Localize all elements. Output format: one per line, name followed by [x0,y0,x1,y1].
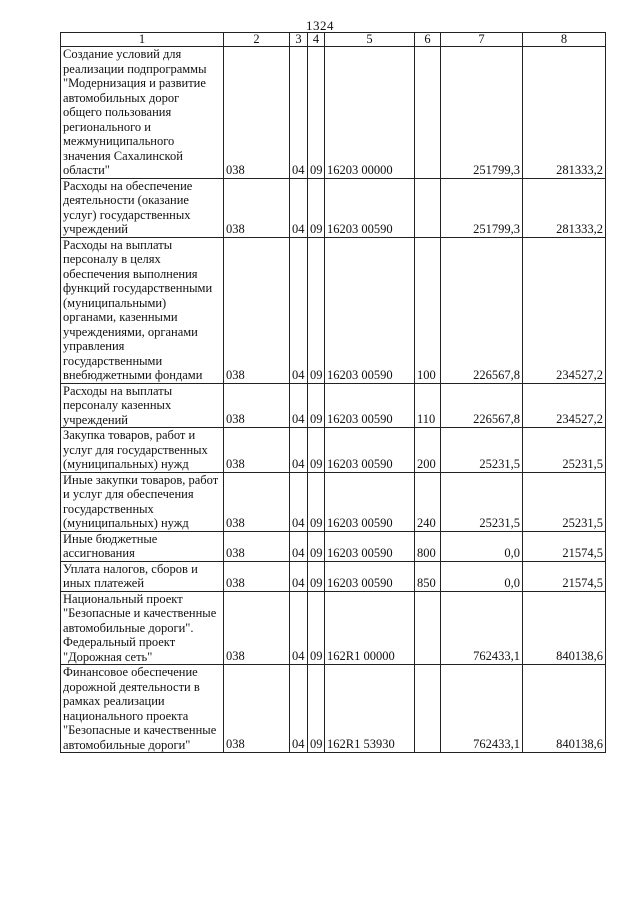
row-value-2: 840138,6 [523,591,606,665]
row-value-1: 762433,1 [441,665,523,753]
table-row [61,428,606,473]
row-vr: 200 [415,428,441,473]
table-row [61,531,606,561]
table-row [61,561,606,591]
row-value-1: 251799,3 [441,47,523,179]
header-row [61,33,606,47]
row-value-1: 226567,8 [441,383,523,428]
row-csr: 16203 00590 [325,383,415,428]
row-vr [415,665,441,753]
row-pr: 09 [308,178,325,237]
row-value-1: 25231,5 [441,428,523,473]
header-col-6: 6 [415,33,441,47]
row-value-1: 251799,3 [441,178,523,237]
row-csr: 162R1 00000 [325,591,415,665]
table-row [61,178,606,237]
header-col-1: 1 [61,33,224,47]
row-value-1: 226567,8 [441,237,523,383]
row-csr: 162R1 53930 [325,665,415,753]
row-name: Уплата налогов, сборов и иных платежей [61,561,224,591]
row-grbs: 038 [224,591,290,665]
header-col-4: 4 [308,33,325,47]
row-pr: 09 [308,237,325,383]
row-grbs: 038 [224,178,290,237]
row-rz: 04 [290,47,308,179]
row-vr: 800 [415,531,441,561]
row-name: Финансовое обеспечение дорожной деятельности в рамках реализации национального проекта "Безопасные и качественные автомобильные дороги" [61,665,224,753]
row-rz: 04 [290,531,308,561]
row-csr: 16203 00590 [325,531,415,561]
header-col-7: 7 [441,33,523,47]
table-row [61,665,606,753]
row-value-2: 281333,2 [523,47,606,179]
row-grbs: 038 [224,531,290,561]
row-pr: 09 [308,665,325,753]
table-row [61,383,606,428]
row-name: Иные бюджетные ассигнования [61,531,224,561]
row-vr: 850 [415,561,441,591]
row-pr: 09 [308,47,325,179]
table-row [61,591,606,665]
row-value-1: 0,0 [441,561,523,591]
row-vr [415,591,441,665]
row-grbs: 038 [224,665,290,753]
row-rz: 04 [290,428,308,473]
row-csr: 16203 00000 [325,47,415,179]
row-grbs: 038 [224,47,290,179]
row-vr: 110 [415,383,441,428]
row-value-2: 281333,2 [523,178,606,237]
row-value-2: 21574,5 [523,531,606,561]
row-name: Национальный проект "Безопасные и качественные автомобильные дороги". Федеральный проект "Дорожная сеть" [61,591,224,665]
row-grbs: 038 [224,383,290,428]
row-pr: 09 [308,591,325,665]
row-value-1: 25231,5 [441,472,523,531]
row-value-2: 840138,6 [523,665,606,753]
row-pr: 09 [308,428,325,473]
header-col-8: 8 [523,33,606,47]
row-rz: 04 [290,237,308,383]
row-value-1: 0,0 [441,531,523,561]
row-csr: 16203 00590 [325,237,415,383]
header-col-3: 3 [290,33,308,47]
row-pr: 09 [308,472,325,531]
row-rz: 04 [290,383,308,428]
row-name: Закупка товаров, работ и услуг для государственных (муниципальных) нужд [61,428,224,473]
row-pr: 09 [308,383,325,428]
row-name: Расходы на обеспечение деятельности (оказание услуг) государственных учреждений [61,178,224,237]
page-number: 1324 [306,18,334,33]
row-rz: 04 [290,561,308,591]
header-col-2: 2 [224,33,290,47]
row-value-2: 25231,5 [523,428,606,473]
row-vr [415,178,441,237]
row-grbs: 038 [224,428,290,473]
row-value-2: 25231,5 [523,472,606,531]
row-vr: 240 [415,472,441,531]
row-pr: 09 [308,561,325,591]
row-csr: 16203 00590 [325,178,415,237]
row-name: Иные закупки товаров, работ и услуг для обеспечения государственных (муниципальных) нужд [61,472,224,531]
row-name: Расходы на выплаты персоналу в целях обеспечения выполнения функций государственными (муниципальными) органами, казенными учреждениями, органами управления государственными внебюджетными фондами [61,237,224,383]
row-pr: 09 [308,531,325,561]
row-value-1: 762433,1 [441,591,523,665]
row-rz: 04 [290,591,308,665]
row-csr: 16203 00590 [325,472,415,531]
table-row [61,47,606,179]
row-value-2: 234527,2 [523,383,606,428]
row-value-2: 234527,2 [523,237,606,383]
row-vr: 100 [415,237,441,383]
row-rz: 04 [290,178,308,237]
header-col-5: 5 [325,33,415,47]
row-rz: 04 [290,665,308,753]
row-vr [415,47,441,179]
row-grbs: 038 [224,472,290,531]
row-csr: 16203 00590 [325,428,415,473]
row-rz: 04 [290,472,308,531]
row-value-2: 21574,5 [523,561,606,591]
table-row [61,472,606,531]
table-row [61,237,606,383]
row-grbs: 038 [224,561,290,591]
budget-table [60,32,606,753]
row-grbs: 038 [224,237,290,383]
row-name: Расходы на выплаты персоналу казенных учреждений [61,383,224,428]
row-name: Создание условий для реализации подпрограммы "Модернизация и развитие автомобильных дорог общего пользования регионального и межмуниципального значения Сахалинской области" [61,47,224,179]
row-csr: 16203 00590 [325,561,415,591]
